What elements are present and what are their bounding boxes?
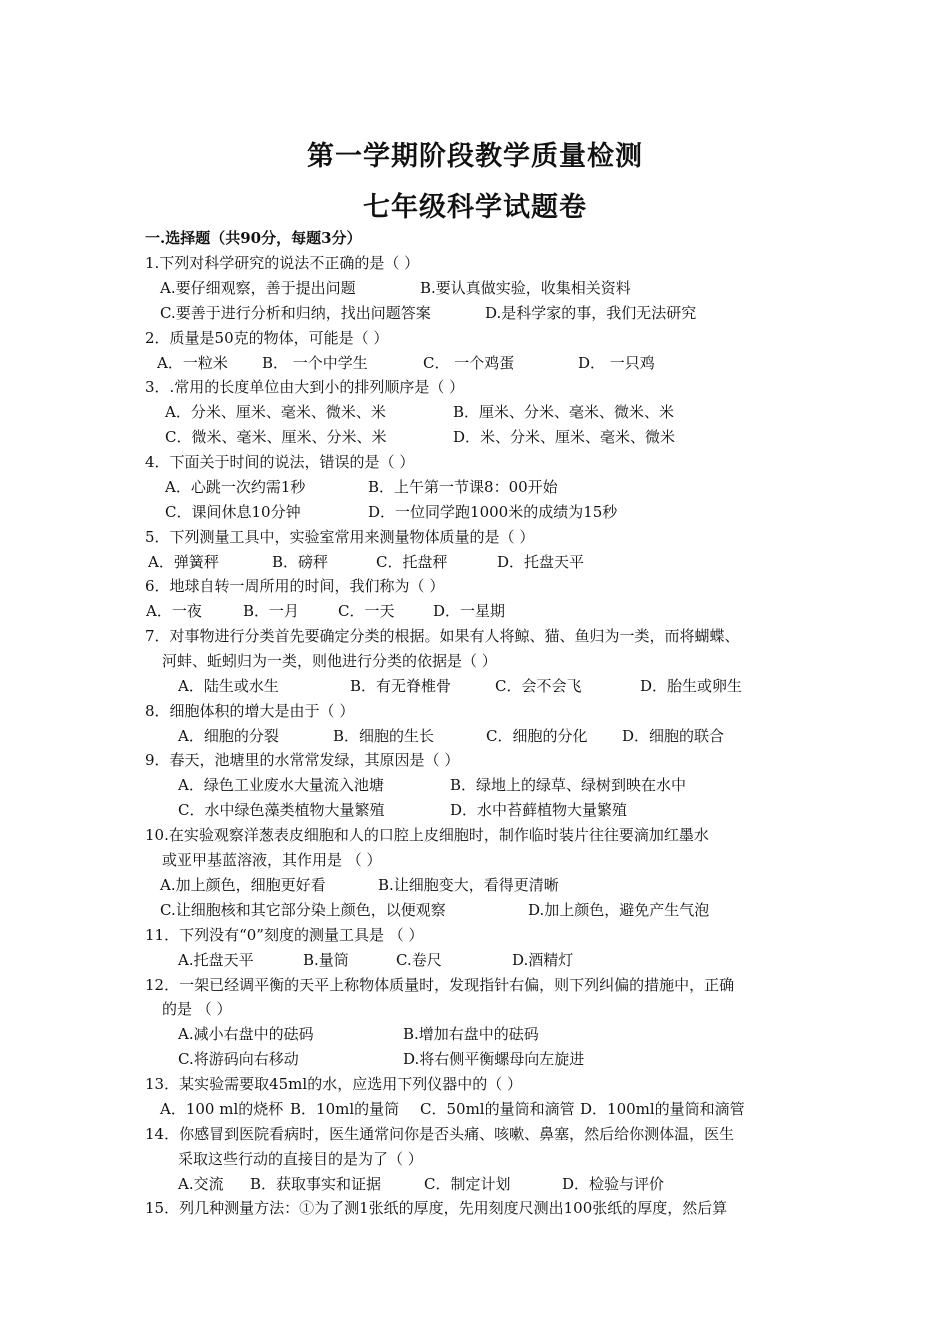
question-4-option-c: C．课间休息10分钟 [165,503,301,521]
question-15-stem: 15．列几种测量方法：①为了测1张纸的厚度，先用刻度尺测出100张纸的厚度，然后算 [145,1199,728,1217]
question-13-option-b: B．10ml的量筒 [290,1100,400,1118]
question-3-option-b: B．厘米、分米、毫米、微米、米 [453,403,675,421]
question-3-option-d: D．米、分米、厘米、毫米、微米 [453,428,676,446]
question-4-option-a: A．心跳一次约需1秒 [165,478,306,496]
question-7-option-a: A．陆生或水生 [178,677,279,695]
question-5-option-c: C．托盘秤 [376,553,448,571]
question-8-option-b: B．细胞的生长 [333,727,435,745]
question-6-stem: 6．地球自转一周所用的时间，我们称为（ ） [145,577,445,595]
question-7-stem: 7．对事物进行分类首先要确定分类的根据。如果有人将鲸、猫、鱼归为一类，而将蝴蝶、 [145,627,740,645]
question-1-option-c: C.要善于进行分析和归纳，找出问题答案 [160,304,431,322]
question-10-stem: 10.在实验观察洋葱表皮细胞和人的口腔上皮细胞时，制作临时装片往往要滴加红墨水 [145,826,709,844]
question-12-stem-cont: 的是 （ ） [162,1000,232,1018]
question-6-option-b: B．一月 [243,602,300,620]
question-2-stem: 2．质量是50克的物体，可能是（ ） [145,329,389,347]
question-7-option-c: C．会不会飞 [495,677,582,695]
question-12-option-b: B.增加右盘中的砝码 [403,1025,539,1043]
exam-subtitle: 七年级科学试题卷 [363,192,587,223]
question-5-option-b: B．磅秤 [272,553,329,571]
question-13-option-c: C．50ml的量筒和滴管 [420,1100,575,1118]
question-6-option-a: A．一夜 [146,602,202,620]
question-8-stem: 8．细胞体积的增大是由于（ ） [145,702,355,720]
question-9-stem: 9．春天，池塘里的水常常发绿，其原因是（ ） [145,751,460,769]
question-4-option-b: B．上午第一节课8：00开始 [368,478,558,496]
question-11-option-b: B.量筒 [303,951,349,969]
question-14-stem-cont: 采取这些行动的直接目的是为了（ ） [178,1150,423,1168]
question-8-option-c: C．细胞的分化 [486,727,588,745]
question-10-option-c: C.让细胞核和其它部分染上颜色，以便观察 [160,901,446,919]
question-12-option-c: C.将游码向右移动 [178,1050,299,1068]
question-2-option-a: A．一粒米 [157,354,228,372]
question-13-option-d: D．100ml的量筒和滴管 [580,1100,745,1118]
question-10-option-a: A.加上颜色，细胞更好看 [160,876,326,894]
question-11-option-a: A.托盘天平 [178,951,254,969]
question-6-option-d: D．一星期 [433,602,506,620]
question-13-option-a: A．100 ml的烧杯 [160,1100,284,1118]
question-12-option-d: D.将右侧平衡螺母向左旋进 [403,1050,585,1068]
question-12-stem: 12．一架已经调平衡的天平上称物体质量时，发现指针右偏，则下列纠偏的措施中，正确 [145,976,735,994]
question-14-option-d: D．检验与评价 [562,1175,665,1193]
question-1-stem: 1.下列对科学研究的说法不正确的是（ ） [145,254,420,272]
question-14-option-b: B．获取事实和证据 [250,1175,382,1193]
question-1-option-a: A.要仔细观察，善于提出问题 [160,279,356,297]
question-10-stem-cont: 或亚甲基蓝溶液，其作用是 （ ） [162,851,382,869]
question-5-option-d: D．托盘天平 [497,553,585,571]
question-11-option-d: D.酒精灯 [512,951,574,969]
question-9-option-d: D．水中苔藓植物大量繁殖 [450,801,628,819]
question-7-option-d: D．胎生或卵生 [640,677,743,695]
question-9-option-a: A．绿色工业废水大量流入池塘 [178,776,384,794]
question-2-option-c: C． 一个鸡蛋 [423,354,515,372]
question-13-stem: 13．某实验需要取45ml的水，应选用下列仪器中的（ ） [145,1075,522,1093]
question-11-option-c: C.卷尺 [396,951,442,969]
question-14-option-c: C．制定计划 [424,1175,511,1193]
question-14-option-a: A.交流 [178,1175,224,1193]
question-4-option-d: D．一位同学跑1000米的成绩为15秒 [368,503,618,521]
question-7-stem-cont: 河蚌、蚯蚓归为一类，则他进行分类的依据是（ ） [162,652,497,670]
question-10-option-b: B.让细胞变大，看得更清晰 [378,876,559,894]
question-3-stem: 3．.常用的长度单位由大到小的排列顺序是（ ） [145,378,465,396]
question-14-stem: 14．你感冒到医院看病时，医生通常问你是否头痛、咳嗽、鼻塞，然后给你测体温，医生 [145,1125,735,1143]
question-10-option-d: D.加上颜色，避免产生气泡 [528,901,710,919]
question-6-option-c: C．一天 [338,602,395,620]
question-5-stem: 5．下列测量工具中，实验室常用来测量物体质量的是（ ） [145,528,535,546]
question-1-option-d: D.是科学家的事，我们无法研究 [485,304,697,322]
question-9-option-b: B．绿地上的绿草、绿树到映在水中 [450,776,687,794]
question-5-option-a: A．弹簧秤 [148,553,219,571]
question-2-option-d: D． 一只鸡 [578,354,655,372]
question-3-option-c: C．微米、毫米、厘米、分米、米 [165,428,387,446]
question-9-option-c: C．水中绿色藻类植物大量繁殖 [178,801,385,819]
question-7-option-b: B．有无脊椎骨 [350,677,452,695]
section-heading: 一.选择题（共90分，每题3分） [145,229,362,247]
question-2-option-b: B． 一个中学生 [262,354,368,372]
question-1-option-b: B.要认真做实验，收集相关资料 [420,279,631,297]
question-8-option-d: D．细胞的联合 [622,727,725,745]
question-8-option-a: A．细胞的分裂 [178,727,279,745]
question-11-stem: 11．下列没有“0”刻度的测量工具是 （ ） [145,926,424,944]
exam-title: 第一学期阶段教学质量检测 [307,141,643,172]
question-4-stem: 4．下面关于时间的说法，错误的是（ ） [145,453,415,471]
question-12-option-a: A.减小右盘中的砝码 [178,1025,314,1043]
question-3-option-a: A．分米、厘米、毫米、微米、米 [165,403,386,421]
